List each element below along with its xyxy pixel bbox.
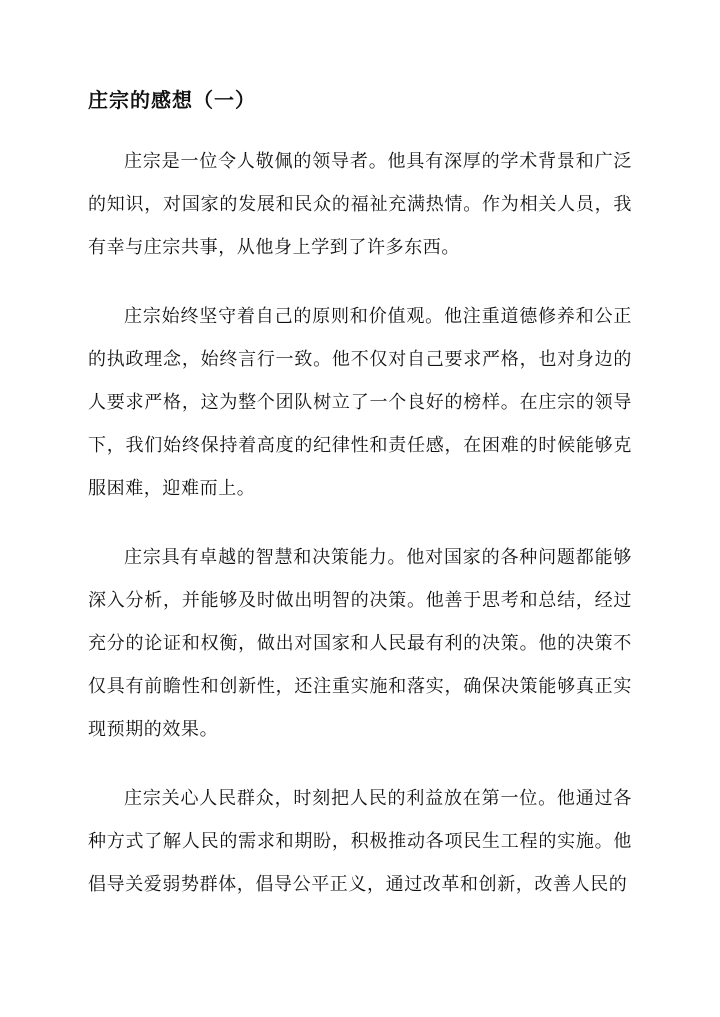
document-body (88, 140, 632, 932)
paragraph-2: 庄宗始终坚守着自己的原则和价值观。他注重道德修养和公正的执政理念，始终言行一致。他不仅对自己要求严格，也对身边的人要求严格，这为整个团队树立了一个良好的榜样。在庄宗的领导下，我们始终保持着高度的纪律性和责任感，在困难的时候能够克服困难，迎难而上。 (88, 306, 632, 499)
document-title: 庄宗的感想（一） (88, 88, 256, 112)
paragraph-3: 庄宗具有卓越的智慧和决策能力。他对国家的各种问题都能够深入分析，并能够及时做出明智的决策。他善于思考和总结，经过充分的论证和权衡，做出对国家和人民最有利的决策。他的决策不仅具有前瞻性和创新性，还注重实施和落实，确保决策能够真正实现预期的效果。 (88, 547, 632, 740)
paragraph-1: 庄宗是一位令人敬佩的领导者。他具有深厚的学术背景和广泛的知识，对国家的发展和民众的福祉充满热情。作为相关人员，我有幸与庄宗共事，从他身上学到了许多东西。 (88, 151, 632, 258)
paragraph-4: 庄宗关心人民群众，时刻把人民的利益放在第一位。他通过各种方式了解人民的需求和期盼，积极推动各项民生工程的实施。他倡导关爱弱势群体，倡导公平正义，通过改革和创新，改善人民的 (88, 788, 632, 895)
